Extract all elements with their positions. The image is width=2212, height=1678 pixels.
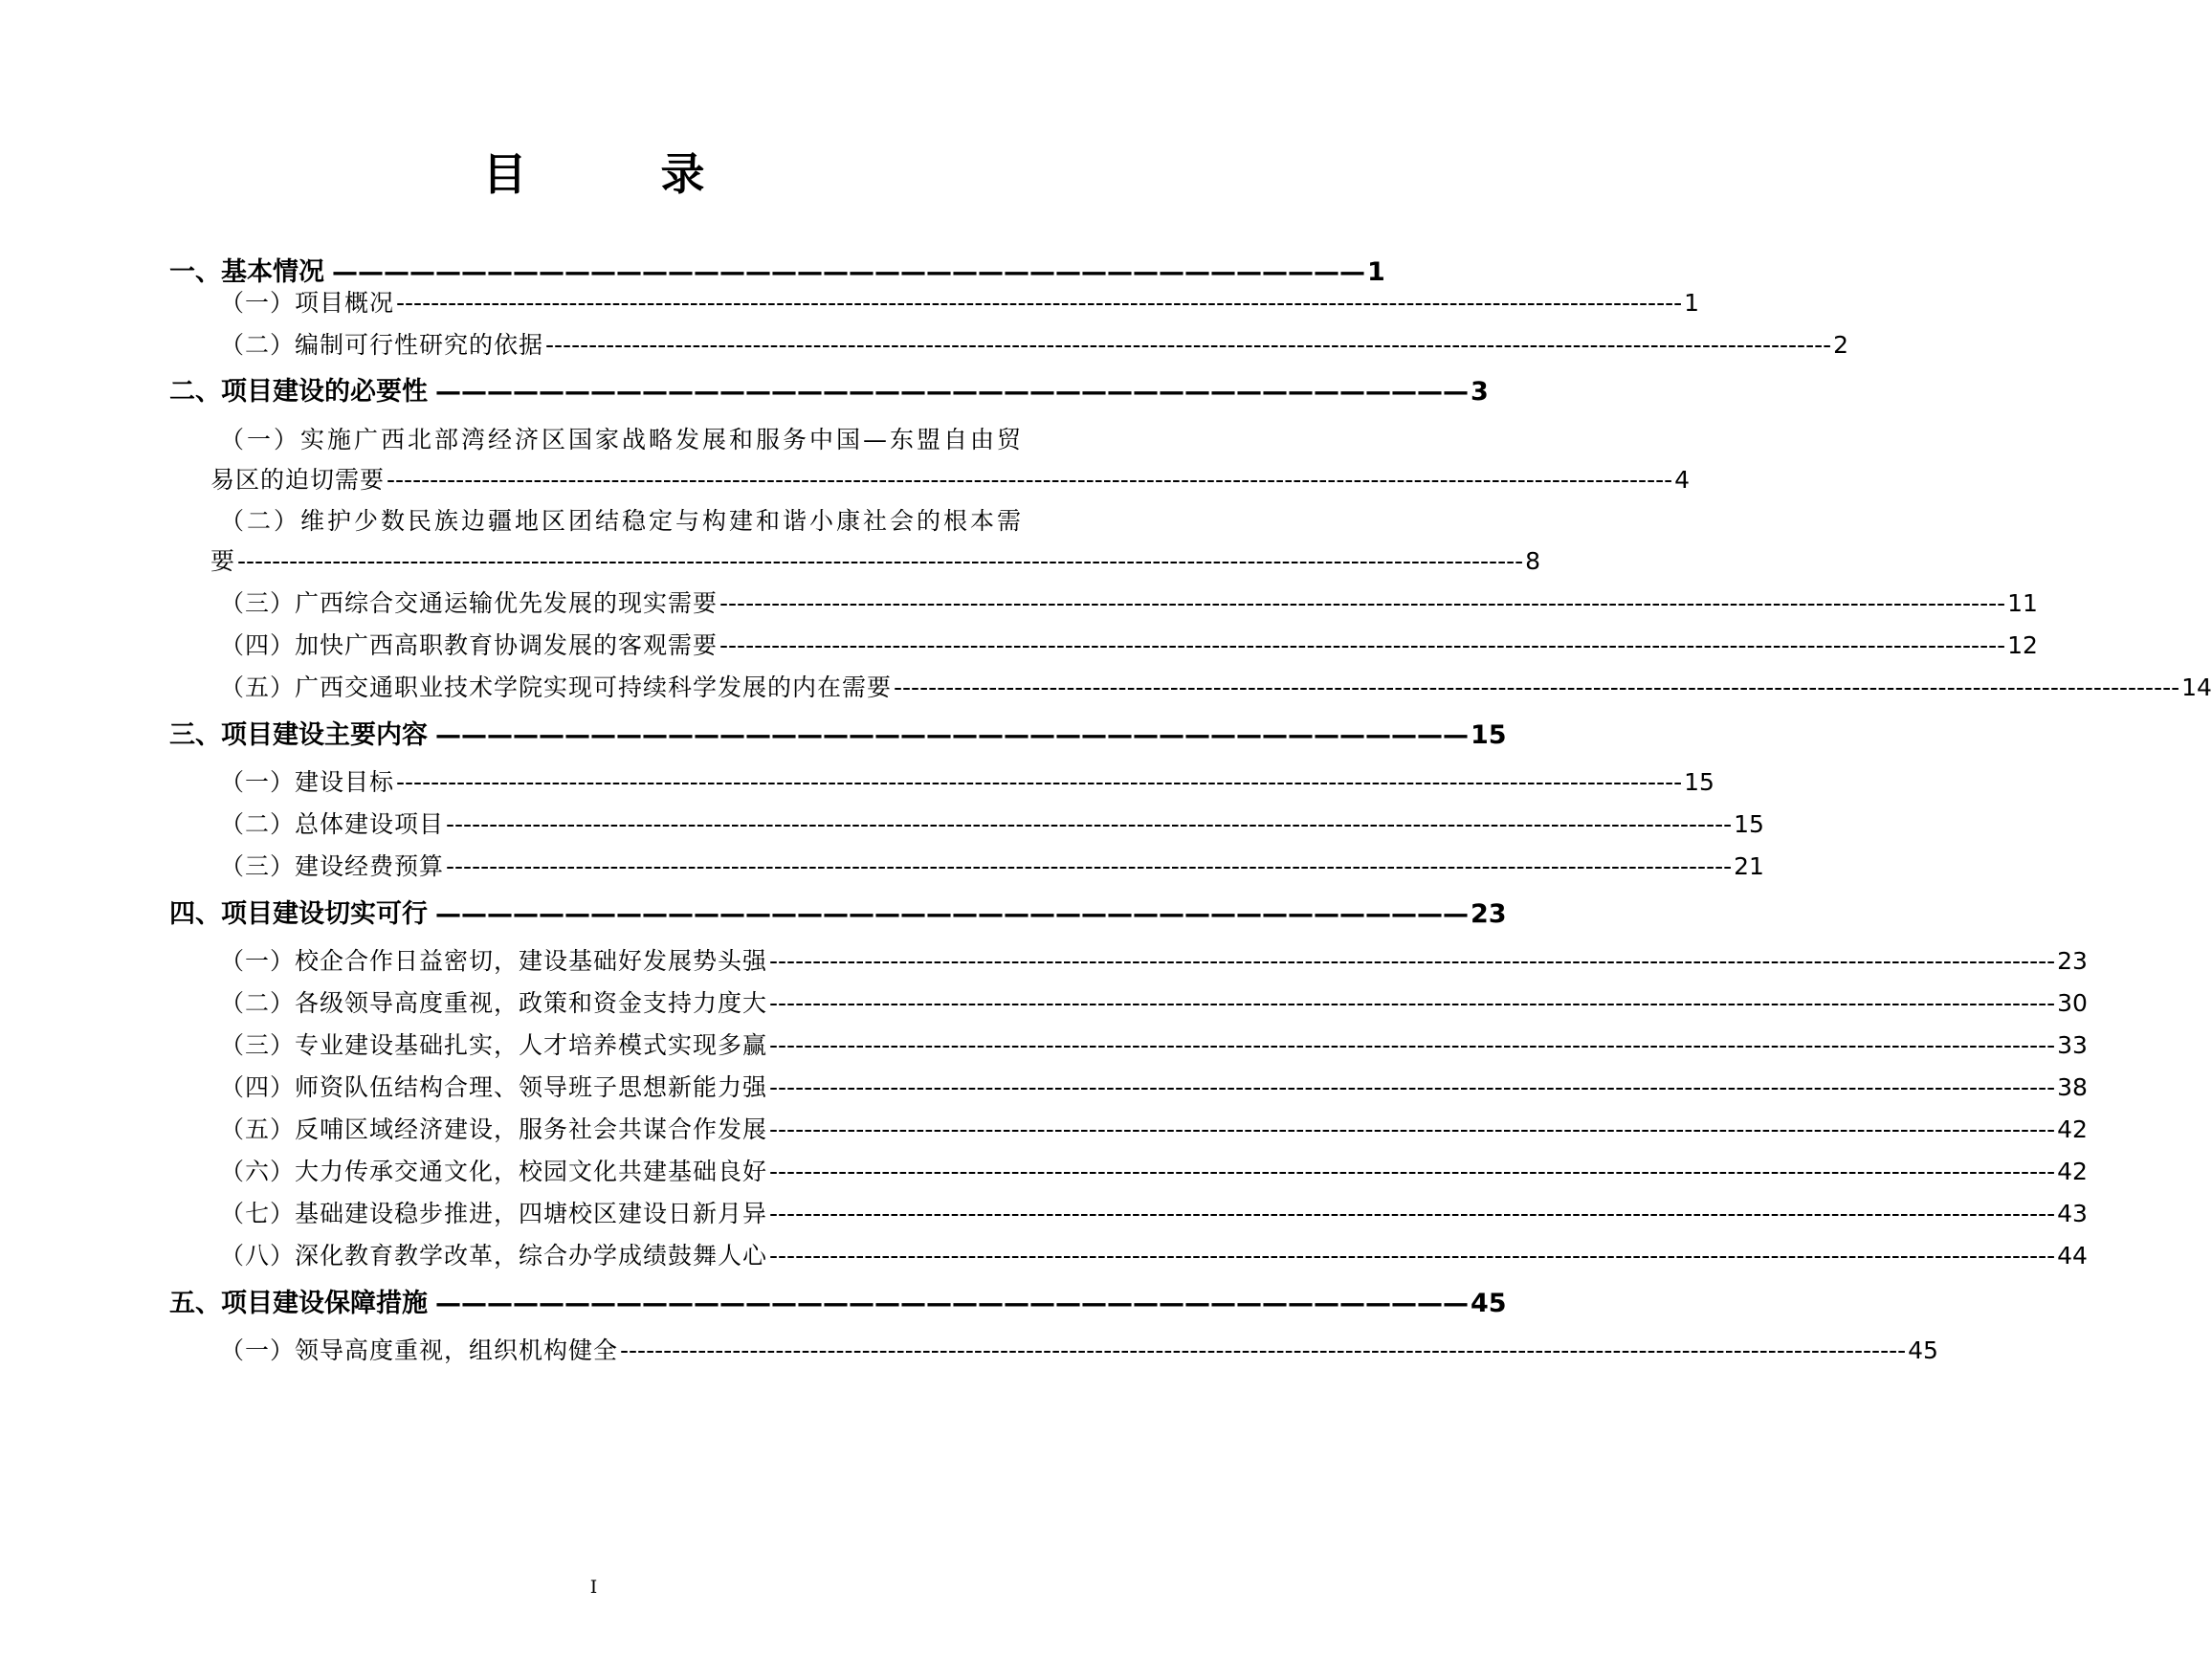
toc-entry-text: （一）建设目标 [220, 768, 395, 796]
toc-subsection-4-1[interactable] [220, 944, 2088, 979]
toc-section-4[interactable] [169, 895, 1507, 934]
toc-leader: ----------------------------------------------------------------------------------------------------------------------------------------------------- [769, 1115, 2056, 1143]
toc-entry-text: （二）编制可行性研究的依据 [220, 331, 544, 359]
toc-page-number: 8 [1525, 547, 1541, 575]
toc-entry-text: （七）基础建设稳步推进，四塘校区建设日新月异 [220, 1200, 768, 1227]
toc-leader: ----------------------------------------------------------------------------------------------------------------------------------------------------- [237, 547, 1524, 575]
toc-entry-text: （四）加快广西高职教育协调发展的客观需要 [220, 631, 719, 659]
toc-leader: ----------------------------------------------------------------------------------------------------------------------------------------------------- [894, 673, 2180, 701]
page-title: 目 录 [482, 148, 764, 200]
toc-subsection-3-3[interactable] [220, 850, 1764, 884]
toc-page-number: 15 [1684, 768, 1714, 796]
toc-leader: ----------------------------------------------------------------------------------------------------------------------------------------------------- [396, 289, 1683, 317]
toc-page-number: 33 [2057, 1031, 2088, 1059]
toc-entry-text: （六）大力传承交通文化，校园文化共建基础良好 [220, 1158, 768, 1185]
toc-subsection-2-2[interactable] [210, 544, 1541, 579]
toc-page-number: 30 [2057, 989, 2088, 1017]
toc-subsection-2-4[interactable] [220, 629, 2038, 663]
toc-page-number: 15 [1734, 810, 1764, 838]
toc-leader: ----------------------------------------------------------------------------------------------------------------------------------------------------- [719, 589, 2006, 617]
toc-entry-text: （五）广西交通职业技术学院实现可持续科学发展的内在需要 [220, 673, 893, 701]
toc-entry-text: （三）广西综合交通运输优先发展的现实需要 [220, 589, 719, 617]
toc-subsection-2-1-line1[interactable]: （一）实施广西北部湾经济区国家战略发展和服务中国—东盟自由贸 [220, 426, 1025, 453]
toc-page-number: 2 [1833, 331, 1849, 359]
toc-entry-text: （三）建设经费预算 [220, 852, 445, 880]
toc-subsection-1-2[interactable] [220, 328, 1849, 363]
toc-subsection-5-1[interactable] [220, 1334, 1938, 1368]
toc-subsection-2-2-line1[interactable]: （二）维护少数民族边疆地区团结稳定与构建和谐小康社会的根本需 [220, 507, 1025, 535]
toc-entry-text: 二、项目建设的必要性 [169, 377, 428, 407]
toc-leader: ----------------------------------------------------------------------------------------------------------------------------------------------------- [446, 810, 1733, 838]
toc-leader: ----------------------------------------------------------------------------------------------------------------------------------------------------- [396, 768, 1683, 796]
toc-entry-text: 四、项目建设切实可行 [169, 899, 428, 929]
toc-entry-text: （五）反哺区域经济建设，服务社会共谋合作发展 [220, 1115, 768, 1143]
toc-leader: ----------------------------------------------------------------------------------------------------------------------------------------------------- [446, 852, 1733, 880]
toc-page-number: 43 [2057, 1200, 2088, 1227]
toc-subsection-4-7[interactable] [220, 1197, 2088, 1231]
toc-page-number: 45 [1471, 1289, 1507, 1318]
toc-entry-text: （四）师资队伍结构合理、领导班子思想新能力强 [220, 1073, 768, 1101]
toc-leader: ----------------------------------------------------------------------------------------------------------------------------------------------------- [387, 466, 1673, 494]
toc-leader: ----------------------------------------------------------------------------------------------------------------------------------------------------- [769, 1242, 2056, 1270]
toc-leader: ----------------------------------------------------------------------------------------------------------------------------------------------------- [769, 1158, 2056, 1185]
toc-entry-text: （八）深化教育教学改革，综合办学成绩鼓舞人心 [220, 1242, 768, 1270]
toc-page-number: 21 [1734, 852, 1764, 880]
toc-leader: ———————————————————————————————————————— [435, 377, 1469, 407]
page-number-footer: I [589, 1577, 598, 1598]
toc-page-number: 11 [2007, 589, 2038, 617]
toc-page-number: 3 [1471, 377, 1489, 407]
toc-page-number: 44 [2057, 1242, 2088, 1270]
toc-entry-text: 五、项目建设保障措施 [169, 1289, 428, 1318]
toc-subsection-2-3[interactable] [220, 586, 2038, 621]
toc-leader: ———————————————————————————————————————— [435, 720, 1469, 750]
toc-entry-text: （三）专业建设基础扎实，人才培养模式实现多赢 [220, 1031, 768, 1059]
toc-leader: ———————————————————————————————————————— [435, 1289, 1469, 1318]
toc-subsection-4-2[interactable] [220, 986, 2088, 1021]
toc-page-number: 15 [1471, 720, 1507, 750]
toc-page-number: 45 [1908, 1336, 1938, 1364]
toc-entry-text: （二）总体建设项目 [220, 810, 445, 838]
toc-leader: ----------------------------------------------------------------------------------------------------------------------------------------------------- [769, 989, 2056, 1017]
toc-subsection-1-1[interactable] [220, 286, 1700, 320]
toc-subsection-2-1[interactable] [210, 463, 1691, 497]
toc-entry-text: （一）领导高度重视，组织机构健全 [220, 1336, 619, 1364]
toc-section-3[interactable] [169, 717, 1507, 755]
toc-leader: ———————————————————————————————————————— [435, 899, 1469, 929]
toc-subsection-4-3[interactable] [220, 1028, 2088, 1063]
toc-page-number: 23 [1471, 899, 1507, 929]
toc-page-number: 4 [1674, 466, 1691, 494]
toc-entry-text: 三、项目建设主要内容 [169, 720, 428, 750]
toc-subsection-3-1[interactable] [220, 765, 1714, 800]
toc-page-number: 1 [1367, 257, 1385, 287]
toc-leader: ----------------------------------------------------------------------------------------------------------------------------------------------------- [545, 331, 1832, 359]
toc-entry-text: 易区的迫切需要 [210, 466, 386, 494]
toc-leader: ----------------------------------------------------------------------------------------------------------------------------------------------------- [769, 1031, 2056, 1059]
toc-leader: ----------------------------------------------------------------------------------------------------------------------------------------------------- [769, 1200, 2056, 1227]
toc-entry-text: （二）各级领导高度重视，政策和资金支持力度大 [220, 989, 768, 1017]
toc-leader: ———————————————————————————————————————— [332, 257, 1365, 287]
toc-entry-text: 要 [210, 547, 236, 575]
toc-page-number: 42 [2057, 1115, 2088, 1143]
toc-subsection-4-6[interactable] [220, 1155, 2088, 1189]
toc-leader: ----------------------------------------------------------------------------------------------------------------------------------------------------- [769, 947, 2056, 975]
toc-page-number: 14 [2181, 673, 2212, 701]
toc-entry-text: （一）项目概况 [220, 289, 395, 317]
toc-leader: ----------------------------------------------------------------------------------------------------------------------------------------------------- [769, 1073, 2056, 1101]
toc-leader: ----------------------------------------------------------------------------------------------------------------------------------------------------- [620, 1336, 1907, 1364]
toc-subsection-4-8[interactable] [220, 1239, 2088, 1273]
toc-page-number: 12 [2007, 631, 2038, 659]
toc-subsection-4-5[interactable] [220, 1113, 2088, 1147]
toc-section-2[interactable] [169, 373, 1489, 411]
toc-page-number: 42 [2057, 1158, 2088, 1185]
toc-entry-text: （一）校企合作日益密切，建设基础好发展势头强 [220, 947, 768, 975]
toc-subsection-4-4[interactable] [220, 1071, 2088, 1105]
toc-subsection-3-2[interactable] [220, 807, 1764, 842]
toc-page-number: 38 [2057, 1073, 2088, 1101]
toc-subsection-2-5[interactable] [220, 671, 2212, 705]
toc-page-number: 1 [1684, 289, 1700, 317]
toc-entry-text: 一、基本情况 [169, 257, 324, 287]
toc-leader: ----------------------------------------------------------------------------------------------------------------------------------------------------- [719, 631, 2006, 659]
toc-page-number: 23 [2057, 947, 2088, 975]
toc-section-5[interactable] [169, 1285, 1507, 1323]
